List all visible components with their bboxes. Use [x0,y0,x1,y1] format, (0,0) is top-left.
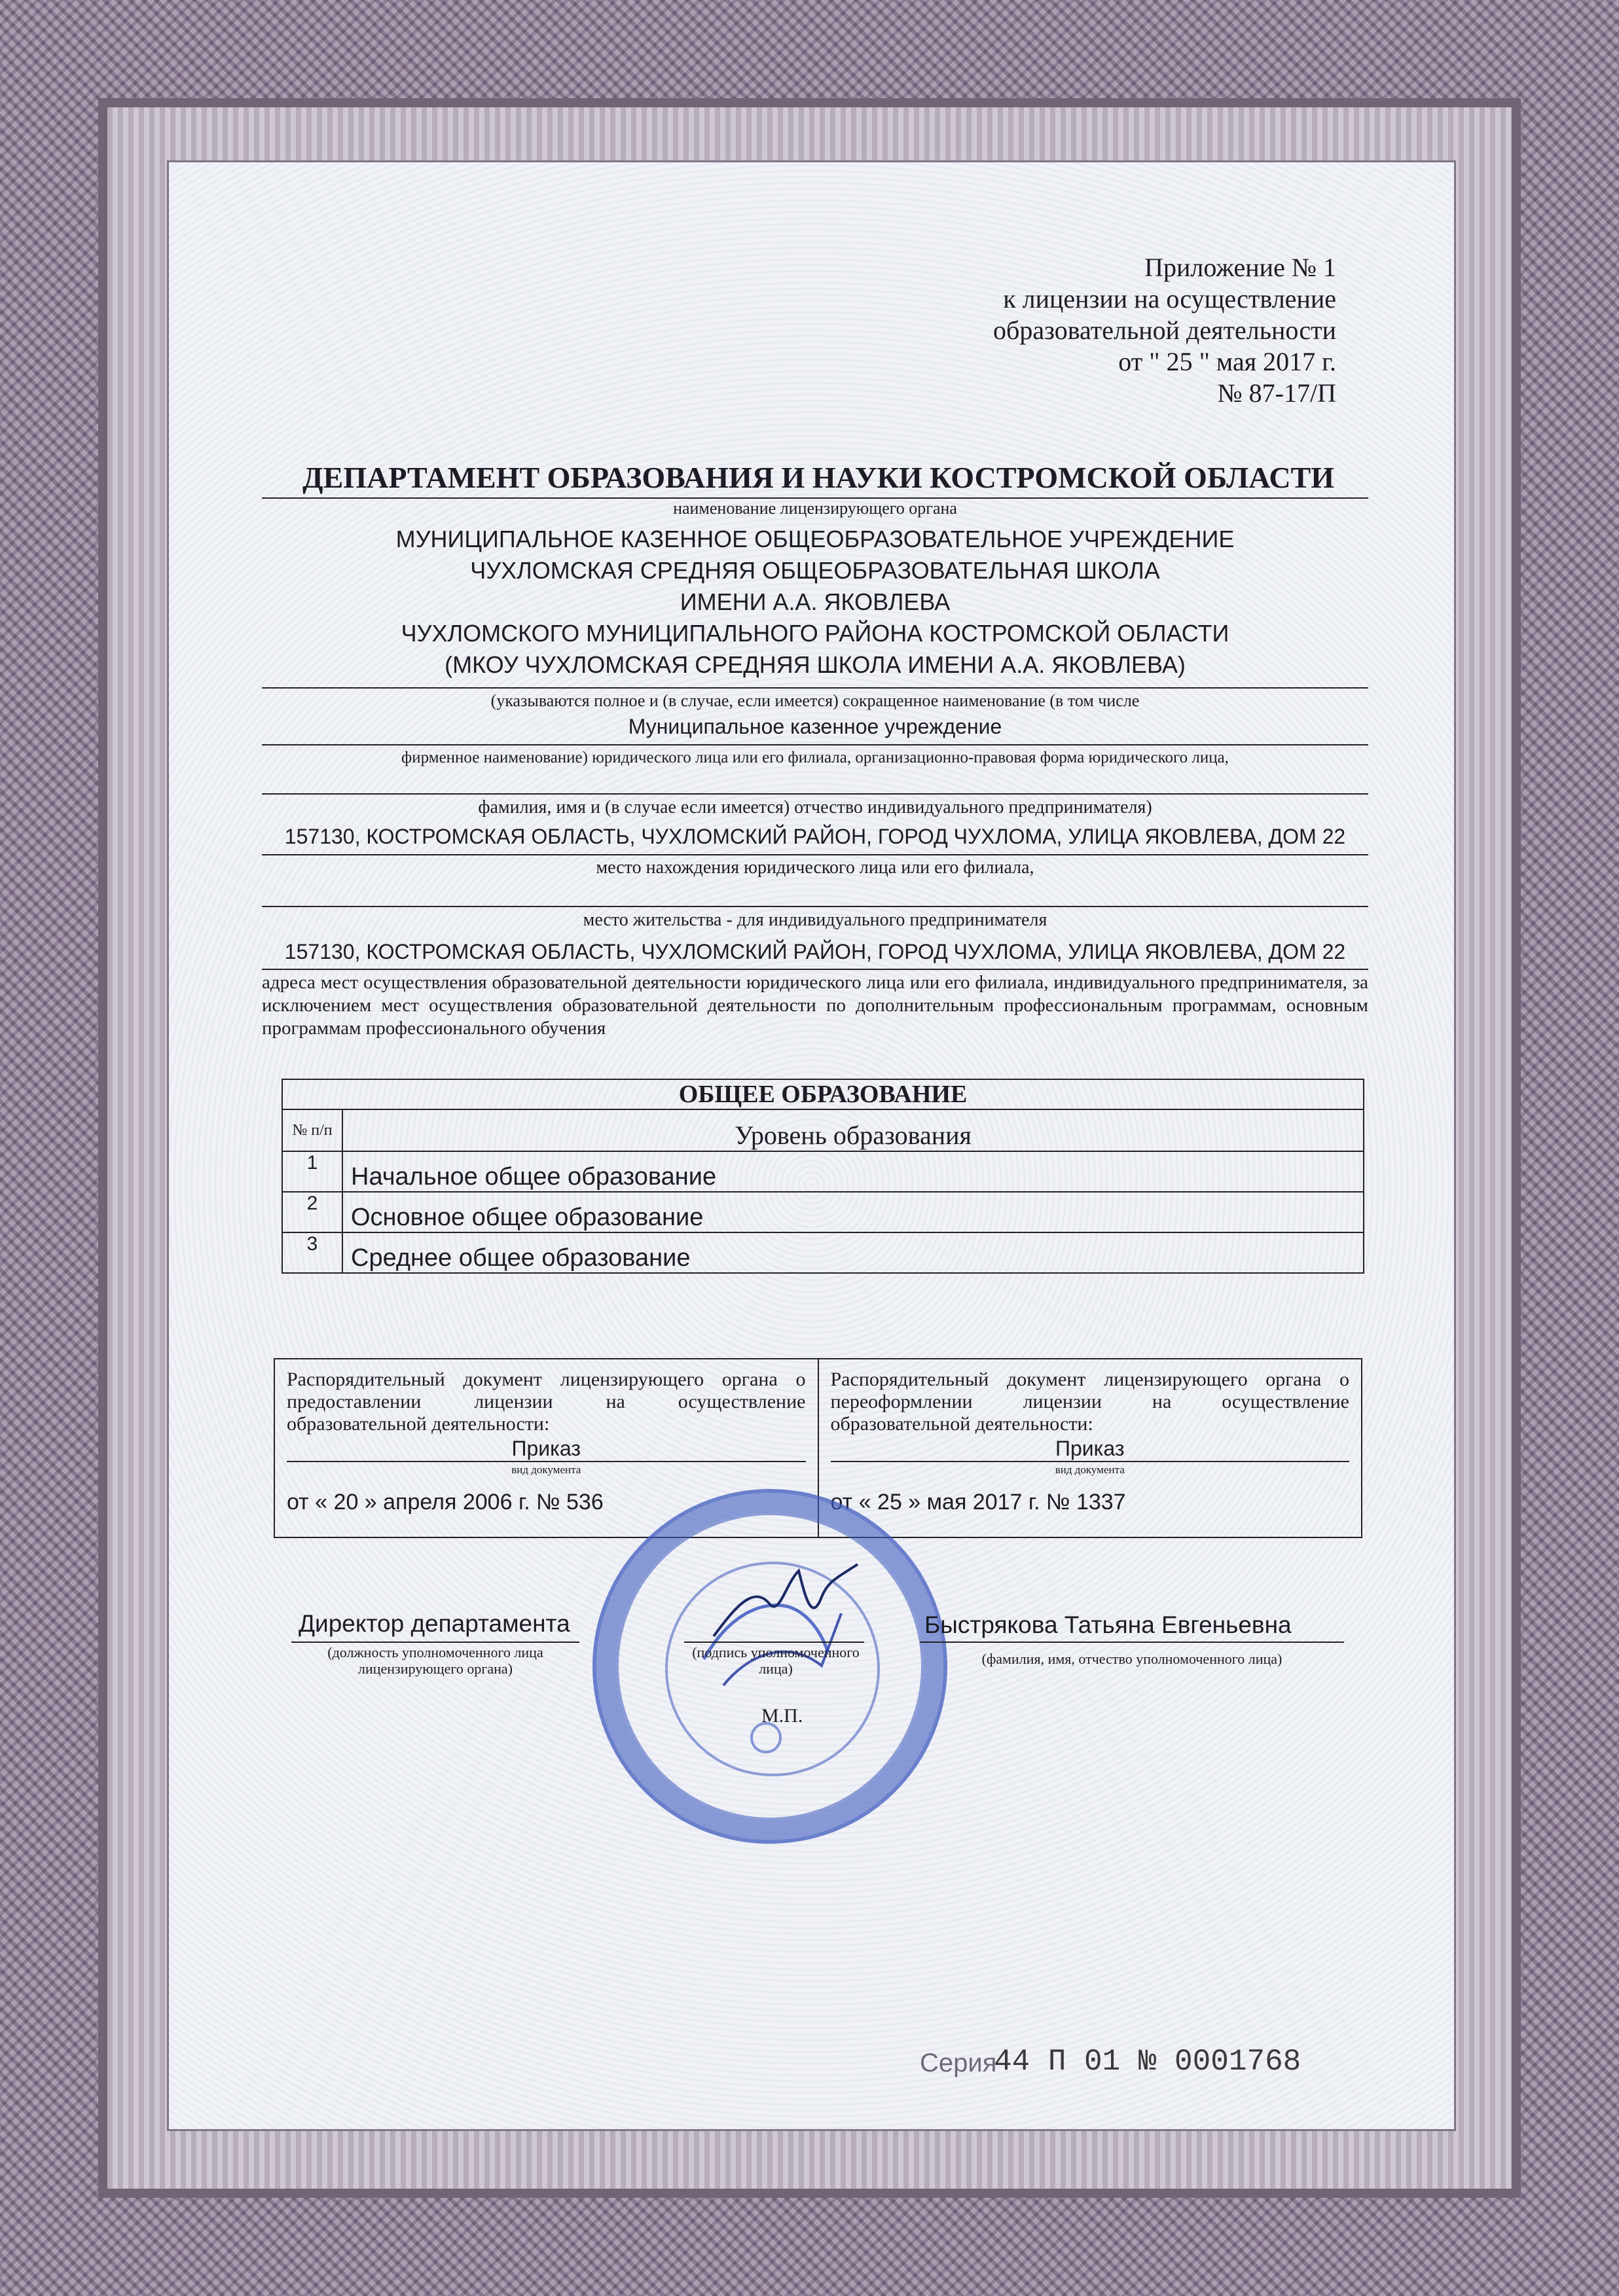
seal-mark: М.П. [761,1705,803,1727]
appendix-date: от " 25 " мая 2017 г. [1118,347,1336,376]
reissue-doc-date: от « 25 » мая 2017 г. № 1337 [830,1490,1126,1515]
reissue-doc-caption: вид документа [831,1461,1350,1477]
activity-caption: адреса мест осуществления образовательной деятельности юридического лица или его филиала, индивидуального предпринимателя, за исключением мест осуществления образовательной деятельности по дополнительным профессиональным программам, основным программам профессионального обучения [262,972,1368,1039]
education-level: Основное общее образование [342,1192,1364,1232]
appendix-line: к лицензии на осуществление [1003,284,1336,314]
divider [920,1641,1344,1643]
location-caption: место жительства - для индивидуального предпринимателя [583,910,1047,930]
table-title: ОБЩЕЕ ОБРАЗОВАНИЕ [282,1079,1364,1109]
series-label: Серия [920,2049,997,2077]
location-address: 157130, КОСТРОМСКАЯ ОБЛАСТЬ, ЧУХЛОМСКИЙ РАЙОН, ГОРОД ЧУХЛОМА, УЛИЦА ЯКОВЛЕВА, ДОМ 22 [284,825,1346,848]
signer-name: Быстрякова Татьяна Евгеньевна [924,1611,1292,1638]
table-row [282,1151,1364,1192]
column-header-level: Уровень образования [342,1109,1364,1151]
reissue-decision-text: Распорядительный документ лицензирующего органа о переоформлении лицензии на осуществление образовательной деятельности: [830,1369,1349,1435]
authority-name: ДЕПАРТАМЕНТ ОБРАЗОВАНИЯ И НАУКИ КОСТРОМСКОЙ ОБЛАСТИ [302,461,1335,494]
org-name-line: ЧУХЛОМСКАЯ СРЕДНЯЯ ОБЩЕОБРАЗОВАТЕЛЬНАЯ ШКОЛА [470,557,1160,584]
appendix-title: Приложение № 1 [1144,253,1336,282]
appendix-number: № 87-17/П [1217,378,1336,408]
organization-name [262,524,1368,681]
appendix-line: образовательной деятельности [993,315,1336,345]
signer-position: Директор департамента [299,1610,570,1637]
divider [262,744,1368,745]
signature-icon [707,1558,871,1649]
divider [262,793,1368,795]
divider [262,906,1368,907]
org-caption: фамилия, имя и (в случае если имеется) отчество индивидуального предпринимателя) [478,797,1152,817]
location-caption: место нахождения юридического лица или его филиала, [596,857,1034,878]
divider [262,969,1368,970]
divider [262,854,1368,855]
org-caption: фирменное наименование) юридического лица или его филиала, организационно-правовая форма юридического лица, [401,749,1229,766]
row-number: 2 [282,1192,342,1232]
row-number: 3 [282,1232,342,1273]
grant-doc-type: Приказ [511,1437,581,1460]
education-level: Среднее общее образование [342,1232,1364,1273]
org-short-name: (МКОУ ЧУХЛОМСКАЯ СРЕДНЯЯ ШКОЛА ИМЕНИ А.А. ЯКОВЛЕВА) [445,651,1186,678]
org-caption: (указываются полное и (в случае, если имеется) сокращенное наименование (в том числе [490,691,1140,710]
table-row [282,1192,1364,1232]
row-number: 1 [282,1151,342,1192]
org-name-line: МУНИЦИПАЛЬНОЕ КАЗЕННОЕ ОБЩЕОБРАЗОВАТЕЛЬНОЕ УЧРЕЖДЕНИЕ [395,526,1235,552]
grant-decision-text: Распорядительный документ лицензирующего органа о предоставлении лицензии на осуществление образовательной деятельности: [287,1369,806,1435]
divider [262,687,1368,689]
divider [291,1641,579,1643]
education-level: Начальное общее образование [342,1151,1364,1192]
name-caption: (фамилия, имя, отчество уполномоченного лица) [981,1651,1282,1667]
table-row [282,1232,1364,1273]
appendix-header [993,252,1336,409]
grant-doc-date: от « 20 » апреля 2006 г. № 536 [287,1490,604,1515]
column-header-number: № п/п [282,1109,342,1151]
activity-address: 157130, КОСТРОМСКАЯ ОБЛАСТЬ, ЧУХЛОМСКИЙ РАЙОН, ГОРОД ЧУХЛОМА, УЛИЦА ЯКОВЛЕВА, ДОМ 22 [284,940,1346,963]
legal-form: Муниципальное казенное учреждение [628,715,1002,738]
position-caption: (должность уполномоченного лица лицензирующего органа) [327,1644,543,1677]
org-name-line: ЧУХЛОМСКОГО МУНИЦИПАЛЬНОГО РАЙОНА КОСТРОМСКОЙ ОБЛАСТИ [401,620,1229,647]
grant-doc-caption: вид документа [287,1461,806,1477]
education-levels-table [282,1079,1364,1274]
reissue-doc-type: Приказ [1055,1437,1125,1460]
org-name-line: ИМЕНИ А.А. ЯКОВЛЕВА [680,588,951,615]
signature-caption: (подпись уполномоченного лица) [692,1644,860,1677]
authority-caption: наименование лицензирующего органа [673,499,957,518]
series-number: 44 П 01 № 0001768 [994,2045,1301,2079]
